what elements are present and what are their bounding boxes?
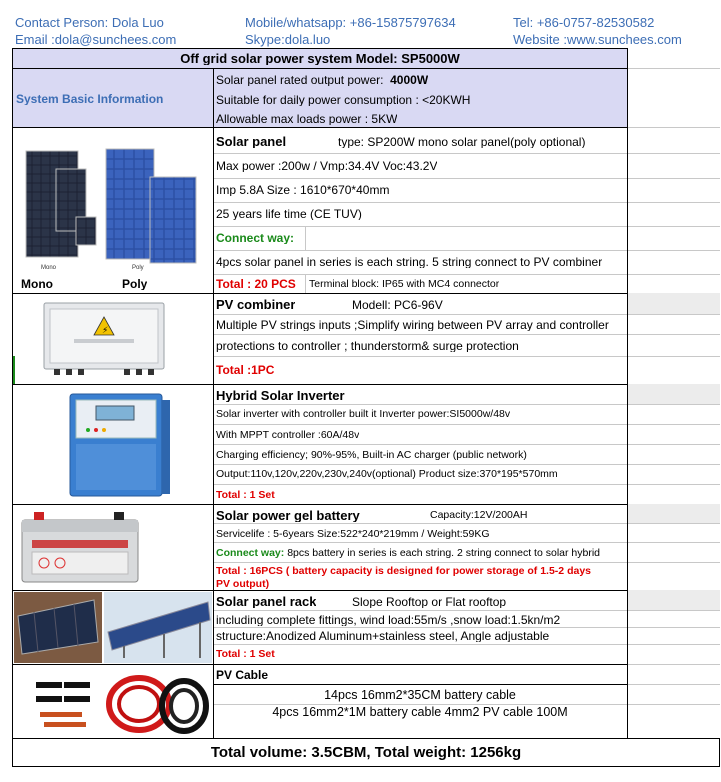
battery-total-line1: Total : 16PCS ( battery capacity is designed for power storage of 1.5-2 days	[216, 566, 591, 577]
rack-heading: Solar panel rack	[216, 595, 317, 608]
cable-line1: 14pcs 16mm2*35CM battery cable	[324, 689, 516, 702]
rack-type: Slope Rooftop or Flat rooftop	[352, 596, 507, 608]
rack-line1: including complete fittings, wind load:55m/s ,snow load:1.5kn/m2	[216, 614, 561, 626]
solar-panel-spec3: 25 years life time (CE TUV)	[216, 208, 362, 220]
website: Website :www.sunchees.com	[513, 32, 682, 47]
cable-line2: 4pcs 16mm2*1M battery cable 4mm2 PV cable 100M	[272, 706, 568, 719]
pv-combiner-image	[14, 295, 212, 383]
solar-connect-label: Connect way:	[216, 232, 295, 244]
svg-text:⚡: ⚡	[102, 326, 109, 336]
img-label-mono: Mono	[41, 265, 57, 271]
label-poly: Poly	[122, 278, 148, 290]
mobile-number: Mobile/whatsapp: +86-15875797634	[245, 15, 456, 30]
inverter-image	[14, 386, 212, 503]
battery-capacity: Capacity:12V/200AH	[430, 510, 528, 521]
inverter-line2: With MPPT controller :60A/48v	[216, 430, 360, 441]
solar-connect-text: 4pcs solar panel in series is each string. 5 string connect to PV combiner	[216, 256, 603, 268]
pv-combiner-desc1: Multiple PV strings inputs ;Simplify wiring between PV array and controller	[216, 319, 609, 331]
tel-number: Tel: +86-0757-82530582	[513, 15, 655, 30]
battery-connect: Connect way: 8pcs battery in series is each string. 2 string connect to solar hybrid	[216, 548, 601, 559]
green-marker	[13, 356, 15, 384]
cable-heading: PV Cable	[216, 669, 269, 681]
solar-panel-heading: Solar panel	[216, 135, 287, 148]
rack-line2: structure:Anodized Aluminum+stainless steel, Angle adjustable	[216, 630, 550, 642]
inverter-line4: Output:110v,120v,220v,230v,240v(optional) Product size:370*195*570mm	[216, 469, 558, 480]
pv-combiner-model: Modell: PC6-96V	[352, 299, 443, 311]
rack-total: Total : 1 Set	[216, 649, 275, 660]
page-title: Off grid solar power system Model: SP5000W	[180, 52, 460, 65]
inverter-heading: Hybrid Solar Inverter	[216, 389, 345, 402]
inverter-line1: Solar inverter with controller built it Inverter power:SI5000w/48v	[216, 409, 511, 420]
pv-combiner-total: Total :1PC	[216, 364, 275, 376]
solar-panel-spec1: Max power :200w / Vmp:34.4V Voc:43.2V	[216, 160, 438, 172]
basic-info-label: System Basic Information	[16, 93, 164, 105]
solar-panel-type: type: SP200W mono solar panel(poly optional)	[338, 136, 586, 148]
pv-combiner-heading: PV combiner	[216, 298, 296, 311]
solar-panel-image	[14, 129, 212, 292]
label-mono: Mono	[21, 278, 53, 290]
solar-panel-spec2: Imp 5.8A Size : 1610*670*40mm	[216, 184, 390, 196]
filler-cell	[628, 590, 720, 610]
filler-cell	[628, 293, 720, 314]
battery-heading: Solar power gel battery	[216, 509, 360, 522]
filler-cell	[628, 504, 720, 523]
daily-consumption: Suitable for daily power consumption : <20KWH	[216, 94, 471, 106]
max-loads: Allowable max loads power : 5KW	[216, 113, 398, 125]
footer-totals: Total volume: 3.5CBM, Total weight: 1256kg	[210, 745, 522, 760]
skype: Skype:dola.luo	[245, 32, 331, 47]
battery-image	[14, 506, 212, 589]
solar-total: Total : 20 PCS	[216, 278, 296, 290]
filler-cell	[628, 384, 720, 404]
battery-life: Servicelife : 5-6years Size:522*240*219mm / Weight:59KG	[216, 529, 490, 540]
img-label-poly: Poly	[132, 265, 144, 271]
rack-image	[14, 592, 212, 663]
rated-output: Solar panel rated output power: 4000W	[216, 74, 429, 86]
pv-combiner-desc2: protections to controller ; thunderstorm& surge protection	[216, 340, 519, 352]
inverter-total: Total : 1 Set	[216, 490, 275, 501]
inverter-line3: Charging efficiency; 90%-95%, Built-in AC charger (public network)	[216, 450, 527, 461]
email: Email :dola@sunchees.com	[15, 32, 177, 47]
battery-total-line2: PV output)	[216, 579, 270, 590]
solar-terminal: Terminal block: IP65 with MC4 connector	[309, 279, 500, 290]
contact-person: Contact Person: Dola Luo	[15, 15, 164, 30]
cable-image	[14, 666, 212, 737]
